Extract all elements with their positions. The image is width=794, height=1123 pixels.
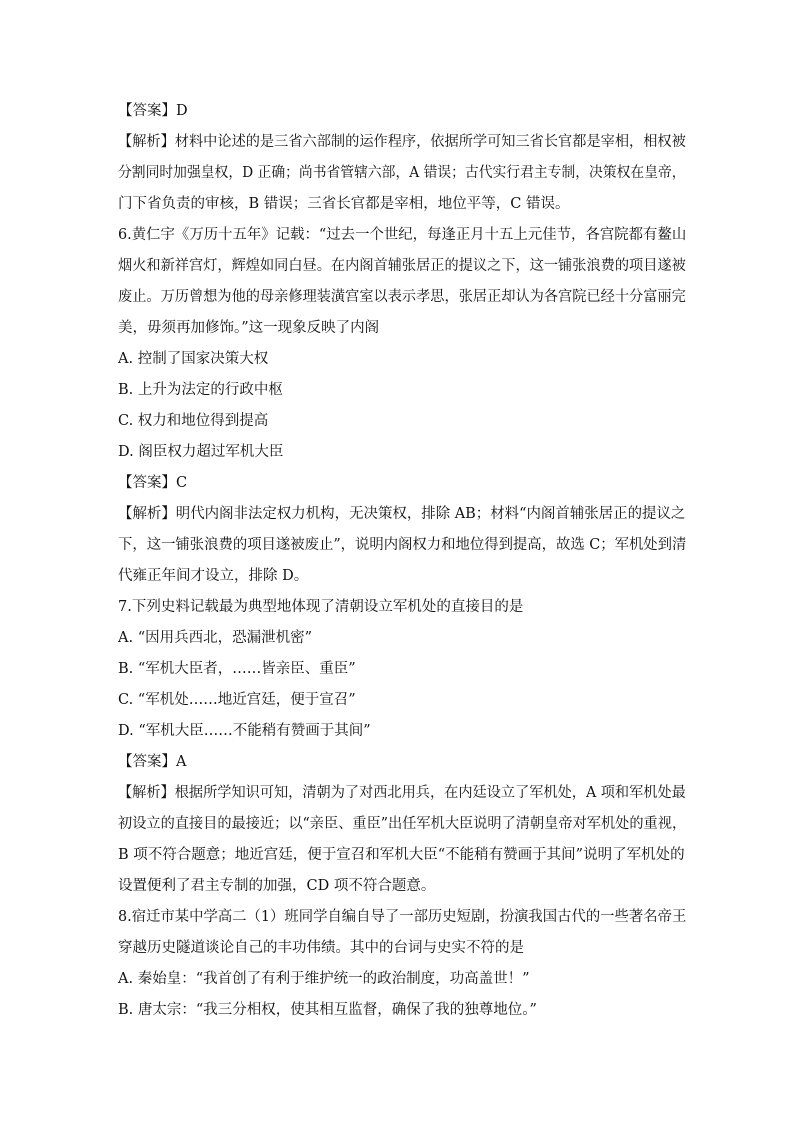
text-line: C. 权力和地位得到提高 [118,413,269,429]
text-line: B. 唐太宗：“我三分相权，使其相互监督，确保了我的独尊地位。” [118,1002,537,1018]
text-line: 美，毋须再加修饰。”这一现象反映了内阁 [118,320,380,336]
text-line: 【答案】D [118,103,188,119]
text-line: D. “军机大臣……不能稍有赞画于其间” [118,723,371,739]
text-line: A. “因用兵西北，恐漏泄机密” [118,630,313,646]
text-line: B. 上升为法定的行政中枢 [118,382,283,398]
text-line: 8.宿迁市某中学高二（1）班同学自编自导了一部历史短剧，扮演我国古代的一些著名帝王 [118,909,687,925]
text-line: 【解析】根据所学知识可知，清朝为了对西北用兵，在内廷设立了军机处，A 项和军机处最 [118,785,686,801]
text-line: A. 秦始皇：“我首创了有利于维护统一的政治制度，功高盖世！” [118,971,530,987]
text-line: 代雍正年间才设立，排除 D。 [118,568,309,584]
text-line: 废止。万历曾想为他的母亲修理装潢宫室以表示孝思，张居正却认为各宫院已经十分富丽完 [118,289,686,305]
text-line: B. “军机大臣者，……皆亲臣、重臣” [118,661,356,677]
text-line: C. “军机处……地近宫廷，便于宣召” [118,692,356,708]
document-body [118,96,686,1026]
text-line: 下，这一铺张浪费的项目遂被废止”，说明内阁权力和地位得到提高，故选 C；军机处到清 [118,537,687,553]
text-line: 【答案】C [118,475,188,491]
text-line: 【答案】A [118,754,187,770]
text-line: D. 阁臣权力超过军机大臣 [118,444,284,460]
text-line: A. 控制了国家决策大权 [118,351,269,367]
text-line: B 项不符合题意；地近宫廷，便于宣召和军机大臣“不能稍有赞画于其间”说明了军机处的 [118,847,685,863]
text-line: 门下省负责的审核，B 错误；三省长官都是宰相，地位平等，C 错误。 [118,196,570,212]
text-line: 【解析】明代内阁非法定权力机构，无决策权，排除 AB；材料“内阁首辅张居正的提议之 [118,506,686,522]
text-line: 设置便利了君主专制的加强，CD 项不符合题意。 [118,878,436,894]
text-line: 【解析】材料中论述的是三省六部制的运作程序，依据所学可知三省长官都是宰相，相权被 [118,134,686,150]
text-line: 初设立的直接目的最接近；以“亲臣、重臣”出任军机大臣说明了清朝皇帝对军机处的重视， [118,816,687,832]
text-line: 分割同时加强皇权，D 正确；尚书省管辖六部，A 错误；古代实行君主专制，决策权在皇帝， [118,165,686,181]
text-line: 穿越历史隧道谈论自己的丰功伟绩。其中的台词与史实不符的是 [118,940,524,956]
text-line: 6.黄仁宇《万历十五年》记载：“过去一个世纪，每逢正月十五上元佳节，各宫院都有鳌山 [118,227,687,243]
text-line: 7.下列史料记载最为典型地体现了清朝设立军机处的直接目的是 [118,599,524,615]
text-line: 烟火和新祥宫灯，辉煌如同白昼。在内阁首辅张居正的提议之下，这一铺张浪费的项目遂被 [118,258,686,274]
